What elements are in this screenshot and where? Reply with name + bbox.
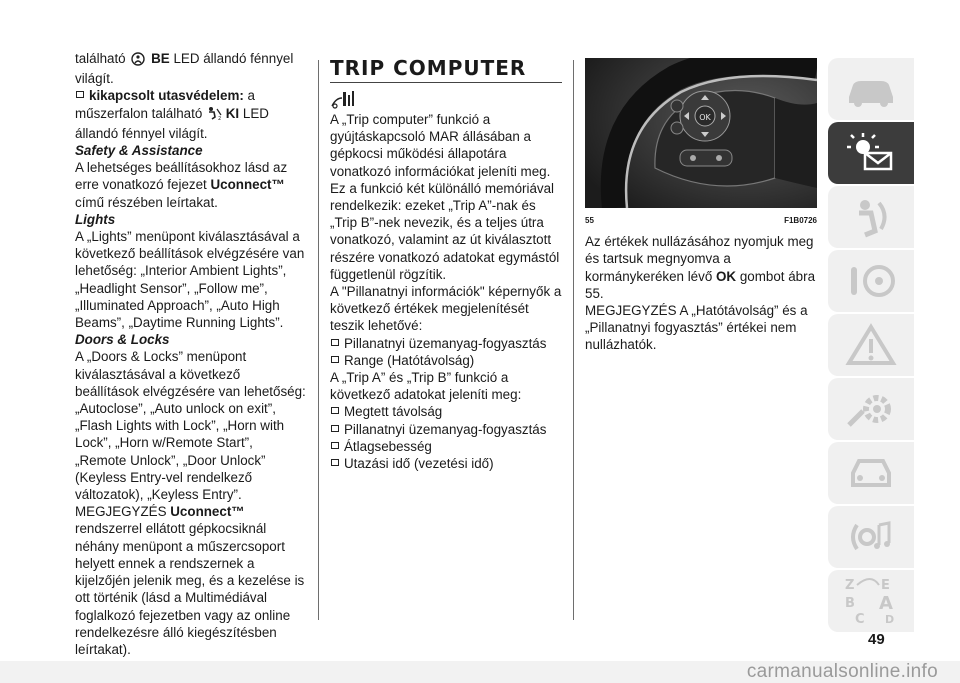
- multimedia-icon: [843, 515, 899, 559]
- paragraph-note: MEGJEGYZÉS Uconnect™ rendszerrel ellátott gépkocsiknál néhány menüpont a műszercsoport helyett ennek a rendszernek a kijelzőjén jelenik meg, és a kezelése is ott történik (lásd a Multimédiával foglalkozó fejezetben vagy az online rendelkezésre álló kiegészítésben leírtakat).: [75, 504, 305, 657]
- list-item: Pillanatnyi üzemanyag-fogyasztás: [330, 421, 562, 438]
- watermark-bar: [0, 661, 960, 683]
- svg-text:D: D: [885, 613, 895, 626]
- column-divider-2: [573, 60, 574, 620]
- svg-text:A: A: [879, 593, 893, 614]
- tab-technical-data[interactable]: [828, 442, 914, 504]
- index-letters-icon: [841, 575, 901, 627]
- watermark-text: carmanualsonline.info: [746, 661, 938, 682]
- tab-index[interactable]: [828, 570, 914, 632]
- svg-text:E: E: [881, 578, 890, 593]
- paragraph-instant-info: A "Pillanatnyi információk" képernyők a következő értékek megjelenítését teszik lehetővé:: [330, 284, 562, 334]
- tab-starting-driving[interactable]: [828, 250, 914, 312]
- tab-car[interactable]: [828, 58, 914, 120]
- paragraph-reset: Az értékek nullázásához nyomjuk meg és tartsuk megnyomva a kormánykeréken lévő OK gombot ábra 55.: [585, 234, 816, 301]
- heading-safety-assistance: Safety & Assistance: [75, 143, 203, 159]
- paragraph-trip-intro: A „Trip computer” funkció a gyújtáskapcsoló MAR állásában a gépkocsi működési állapotára vonatkozó információkat jeleníti meg.: [330, 112, 551, 179]
- page-number: 49: [868, 631, 885, 648]
- column-1: [75, 50, 307, 658]
- list-item: Range (Hatótávolság): [330, 352, 562, 369]
- airbag-icon: [843, 195, 899, 239]
- tab-safety[interactable]: [828, 186, 914, 248]
- list-item: Megtett távolság: [330, 403, 562, 420]
- paragraph-airbag-on: található BE LED állandó fénnyel világít.: [75, 51, 294, 87]
- chapter-tabs: [828, 58, 914, 634]
- column-2: [330, 50, 562, 472]
- tab-multimedia[interactable]: [828, 506, 914, 568]
- hazard-icon: [843, 323, 899, 367]
- list-item: Pillanatnyi üzemanyag-fogyasztás: [330, 335, 562, 352]
- figure-caption: [585, 212, 817, 229]
- steering-wheel-figure: [585, 58, 817, 208]
- paragraph-note-reset: MEGJEGYZÉS A „Hatótávolság” és a „Pillanatnyi fogyasztás” értékei nem nullázhatók.: [585, 303, 808, 353]
- warning-light-icon: [843, 131, 899, 175]
- car-icon: [843, 69, 899, 109]
- list-item: Utazási idő (vezetési idő): [330, 455, 562, 472]
- paragraph-lights: A „Lights” menüpont kiválasztásával a következő beállítások elvégzésére van lehetőség: „Interior Ambient Lights”, „Headlight Sensor”, „Follow me”, „Illuminated Approach”, „Auto High Beams”, „Daytime Running Lights”.: [75, 229, 305, 331]
- car-front-icon: [843, 451, 899, 495]
- figure-number: 55: [585, 216, 594, 225]
- svg-text:Z: Z: [845, 578, 855, 593]
- trip-computer-icon: [330, 89, 562, 109]
- figure-code: F1B0726: [784, 216, 817, 225]
- tab-maintenance[interactable]: [828, 378, 914, 440]
- paragraph-safety: A lehetséges beállításokhoz lásd az erre vonatkozó fejezet Uconnect™ című részében leírtakat.: [75, 160, 288, 210]
- heading-lights: Lights: [75, 211, 116, 227]
- section-title: TRIP COMPUTER: [330, 56, 527, 80]
- steering-key-icon: [843, 259, 899, 303]
- heading-doors-locks: Doors & Locks: [75, 332, 170, 348]
- column-3: [585, 50, 817, 354]
- paragraph-trip-memory: Ez a funkció két különálló memóriával rendelkezik: ezeket „Trip A”-nak és „Trip B”-nek nevezik, és a teljes útra vonatkozó, valamint az út kiválasztott részére vonatkozó adatokat egymástól függetlenül rögzítik.: [330, 180, 560, 282]
- paragraph-airbag-off: műszerfalon található 2 KI LED állandó fénnyel világít.: [75, 105, 269, 141]
- svg-text:2: 2: [218, 115, 222, 121]
- svg-text:B: B: [845, 596, 855, 611]
- airbag-off-icon: [206, 106, 222, 125]
- list-item: Átlagsebesség: [330, 438, 562, 455]
- ok-button-label: OK: [699, 113, 711, 122]
- gear-tools-icon: [843, 387, 899, 431]
- tab-warning-lights[interactable]: [828, 122, 914, 184]
- bullet-airbag-off: kikapcsolt utasvédelem: a: [75, 87, 307, 104]
- paragraph-trip-ab: A „Trip A” és „Trip B” funkció a következő adatokat jeleníti meg:: [330, 370, 522, 403]
- paragraph-doors-locks: A „Doors & Locks” menüpont kiválasztásával a következő beállítások elvégzésére van lehetőség: „Autoclose”, „Auto unlock on exit”, „Flash Lights with Lock”, „Horn with Lock”, „Horn w/Remote Start”, „Remote Unlock”, „Door Unlock” (Keyless Entry-vel rendelkező változatok), „Keyless Entry”.: [75, 349, 306, 503]
- tab-emergency[interactable]: [828, 314, 914, 376]
- column-divider-1: [318, 60, 319, 620]
- title-underline: [330, 82, 562, 83]
- passenger-airbag-icon: [129, 52, 147, 70]
- svg-text:C: C: [855, 612, 865, 627]
